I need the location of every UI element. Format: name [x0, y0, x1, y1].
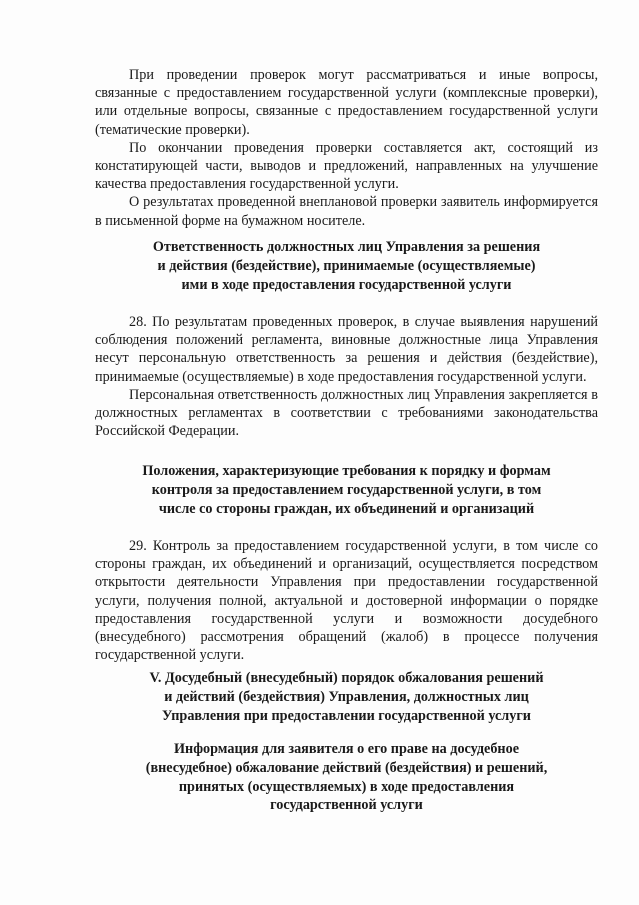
- heading-line: Управления при предоставлении государственной услуги: [162, 707, 531, 724]
- heading-line: числе со стороны граждан, их объединений и организаций: [158, 500, 535, 517]
- paragraph-inspection-result: О результатах проведенной внеплановой проверки заявитель информируется в письменной форме на бумажном носителе.: [95, 194, 598, 229]
- heading-line: государственной услуги: [270, 797, 423, 814]
- paragraph-inspection-scope: При проведении проверок могут рассматриваться и иные вопросы, связанные с предоставлением государственной услуги (комплексные проверки), или отдельные вопросы, связанные с предоставлением государственной услуги (тематические проверки).: [95, 67, 598, 138]
- heading-line: Положения, характеризующие требования к порядку и формам: [142, 463, 551, 479]
- section-inspections: [95, 66, 598, 230]
- heading-line: и действия (бездействие), принимаемые (осуществляемые): [157, 257, 536, 274]
- heading-control-requirements: [95, 462, 598, 518]
- heading-section-v: [95, 669, 598, 725]
- heading-line: контроля за предоставлением государственной услуги, в том: [151, 481, 542, 498]
- paragraph-personal-responsibility: Персональная ответственность должностных лиц Управления закрепляется в должностных регламентах в соответствии с требованиями законодательства Российской Федерации.: [95, 386, 598, 440]
- heading-line: V. Досудебный (внесудебный) порядок обжалования решений: [149, 670, 544, 686]
- paragraph-29: 29. Контроль за предоставлением государственной услуги, в том числе со стороны граждан, их объединений и организаций, осуществляется посредством открытости деятельности Управления при предоставлении государственной услуги, получения полной, актуальной и достоверной информации о порядке предоставления государственной услуги и возможности досудебного (внесудебного) рассмотрения обращений (жалоб) в процессе получения государственной услуги.: [95, 538, 598, 664]
- heading-line: принятых (осуществляемых) в ходе предоставления: [178, 778, 515, 795]
- heading-line: Ответственность должностных лиц Управления за решения: [152, 239, 541, 255]
- section-responsibility: [95, 313, 598, 440]
- paragraph-inspection-act: По окончании проведения проверки составляется акт, состоящий из констатирующей части, выводов и предложений, направленных на улучшение качества предоставления государственной услуги.: [95, 139, 598, 193]
- heading-line: и действий (бездействия) Управления, должностных лиц: [164, 688, 529, 705]
- heading-responsibility: [95, 238, 598, 294]
- section-control: [95, 537, 598, 664]
- heading-line: Информация для заявителя о его праве на досудебное: [173, 741, 519, 757]
- heading-line: ими в ходе предоставления государственной услуги: [181, 276, 512, 293]
- heading-appeal-information: [95, 740, 598, 815]
- heading-line: (внесудебное) обжалование действий (бездействия) и решений,: [145, 759, 548, 776]
- paragraph-28: 28. По результатам проведенных проверок, в случае выявления нарушений соблюдения положений регламента, виновные должностные лица Управления несут персональную ответственность за решения и действия (бездействие), принимаемые (осуществляемые) в ходе предоставления государственной услуги.: [95, 314, 598, 385]
